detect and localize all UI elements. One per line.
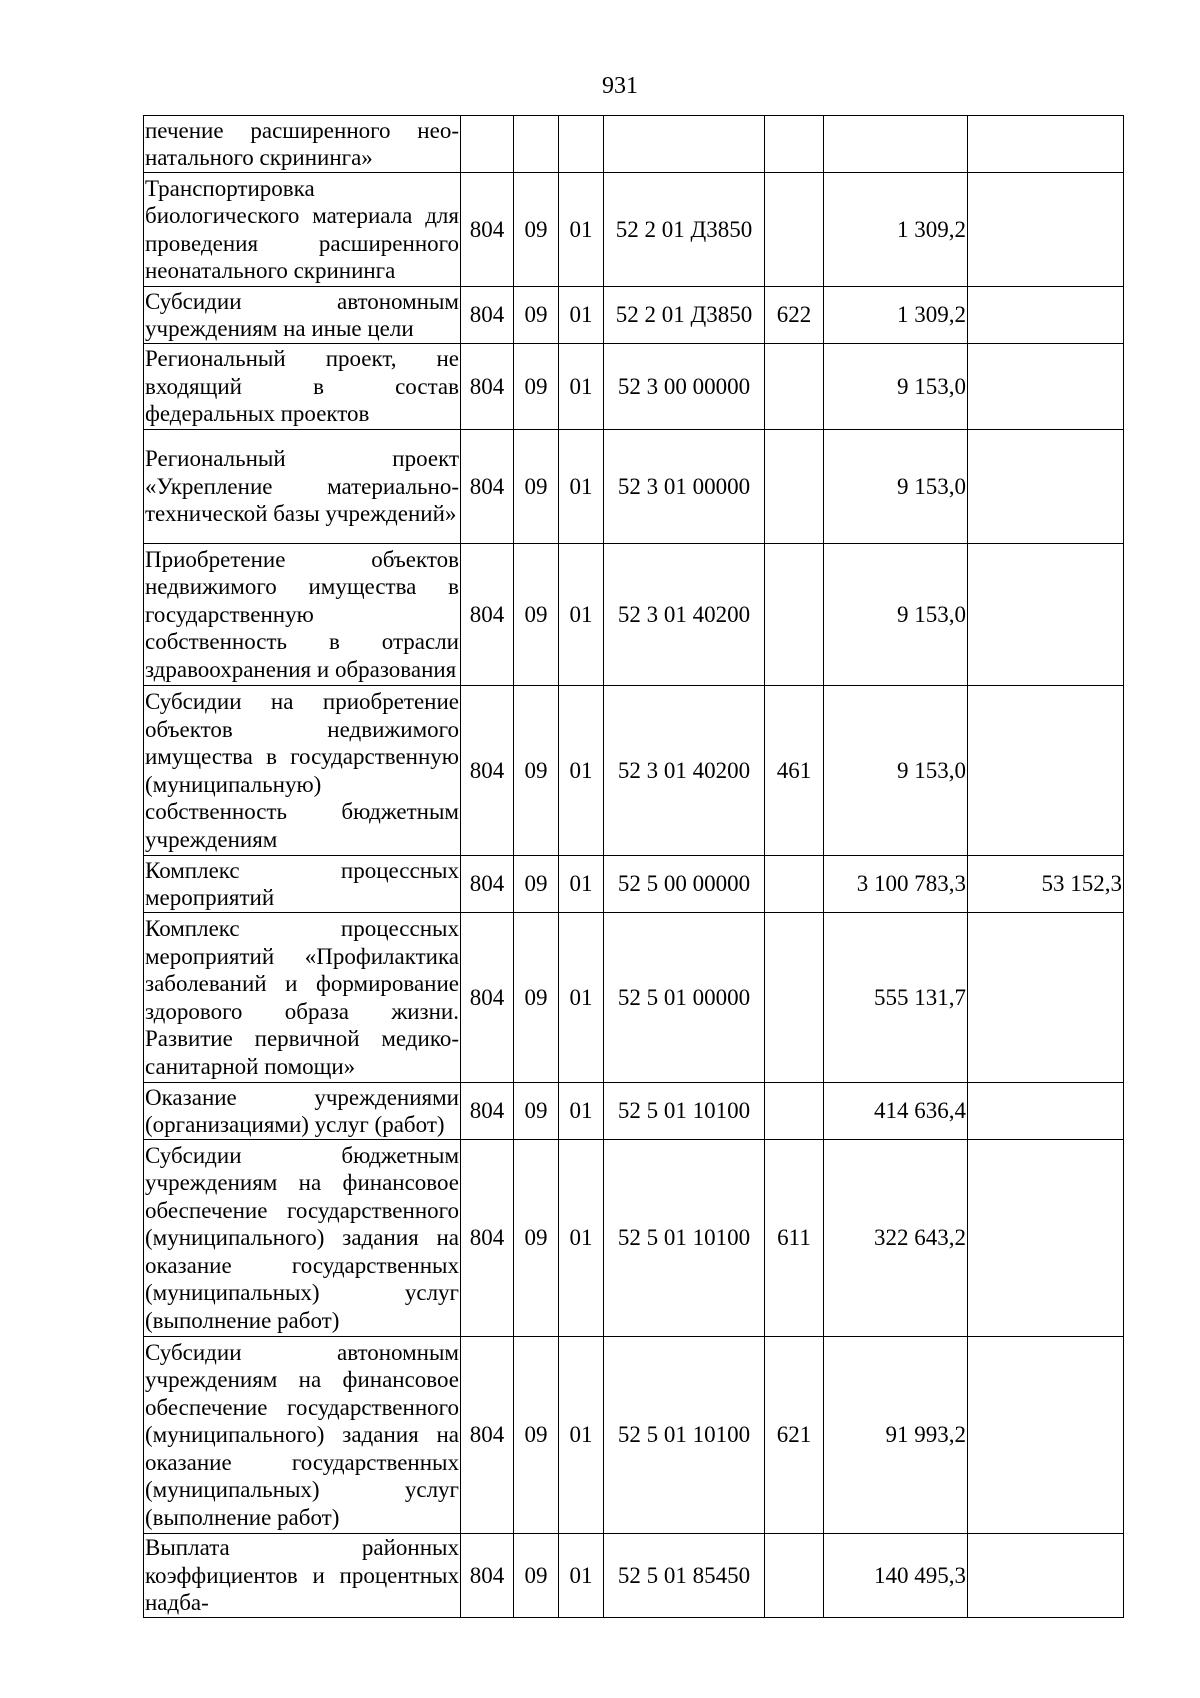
ministry-code-cell: 804 <box>461 430 514 544</box>
item-name-cell: Транспортировка биологического материала для проведения расширенного неонатального скрининга <box>144 173 461 287</box>
table-row <box>144 1337 1124 1534</box>
table-row <box>144 116 1124 173</box>
expense-type-code-cell <box>765 1083 824 1140</box>
ministry-code-cell: 804 <box>461 1534 514 1618</box>
section-code-cell: 09 <box>514 913 559 1083</box>
ministry-code-cell: 804 <box>461 173 514 287</box>
expense-type-code-cell <box>765 856 824 913</box>
amount-subvention-cell <box>968 544 1124 686</box>
target-article-code-cell: 52 2 01 Д3850 <box>604 287 765 344</box>
ministry-code-cell: 804 <box>461 686 514 856</box>
target-article-code-cell <box>604 116 765 173</box>
section-code-cell: 09 <box>514 1534 559 1618</box>
subsection-code-cell: 01 <box>559 1083 604 1140</box>
section-code-cell: 09 <box>514 1337 559 1534</box>
section-code-cell: 09 <box>514 287 559 344</box>
ministry-code-cell: 804 <box>461 1140 514 1337</box>
amount-cell: 140 495,3 <box>824 1534 968 1618</box>
item-name-cell: Субсидии бюджетным учреждениям на финансовое обеспечение государственного (муниципального) задания на оказание государственных (муниципальных) услуг (выполнение работ) <box>144 1140 461 1337</box>
subsection-code-cell <box>559 116 604 173</box>
ministry-code-cell: 804 <box>461 287 514 344</box>
amount-subvention-cell <box>968 1140 1124 1337</box>
table-row <box>144 913 1124 1083</box>
target-article-code-cell: 52 5 01 10100 <box>604 1337 765 1534</box>
item-name-cell: Субсидии на приобретение объектов недвижимого имущества в государственную (муниципальную) собственность бюджетным учреждениям <box>144 686 461 856</box>
expense-type-code-cell <box>765 116 824 173</box>
subsection-code-cell: 01 <box>559 1140 604 1337</box>
item-name-cell: печение расширенного нео-натального скрининга» <box>144 116 461 173</box>
amount-subvention-cell <box>968 913 1124 1083</box>
amount-cell: 9 153,0 <box>824 430 968 544</box>
table-row <box>144 686 1124 856</box>
table-row <box>144 1534 1124 1618</box>
amount-subvention-cell <box>968 686 1124 856</box>
target-article-code-cell: 52 5 01 10100 <box>604 1140 765 1337</box>
item-name-cell: Оказание учреждениями (организациями) услуг (работ) <box>144 1083 461 1140</box>
subsection-code-cell: 01 <box>559 344 604 430</box>
table-row <box>144 1140 1124 1337</box>
item-name-cell: Субсидии автономным учреждениям на финансовое обеспечение государственного (муниципального) задания на оказание государственных (муниципальных) услуг (выполнение работ) <box>144 1337 461 1534</box>
ministry-code-cell: 804 <box>461 1083 514 1140</box>
target-article-code-cell: 52 3 01 40200 <box>604 686 765 856</box>
ministry-code-cell: 804 <box>461 1337 514 1534</box>
target-article-code-cell: 52 5 01 00000 <box>604 913 765 1083</box>
subsection-code-cell: 01 <box>559 1337 604 1534</box>
amount-cell: 91 993,2 <box>824 1337 968 1534</box>
section-code-cell <box>514 116 559 173</box>
subsection-code-cell: 01 <box>559 430 604 544</box>
expense-type-code-cell: 611 <box>765 1140 824 1337</box>
amount-cell: 322 643,2 <box>824 1140 968 1337</box>
subsection-code-cell: 01 <box>559 856 604 913</box>
subsection-code-cell: 01 <box>559 913 604 1083</box>
ministry-code-cell: 804 <box>461 856 514 913</box>
table-row <box>144 1083 1124 1140</box>
section-code-cell: 09 <box>514 1140 559 1337</box>
amount-subvention-cell: 53 152,3 <box>968 856 1124 913</box>
section-code-cell: 09 <box>514 1083 559 1140</box>
item-name-cell: Субсидии автономным учреждениям на иные цели <box>144 287 461 344</box>
amount-cell: 555 131,7 <box>824 913 968 1083</box>
ministry-code-cell <box>461 116 514 173</box>
expense-type-code-cell <box>765 544 824 686</box>
item-name-cell: Выплата районных коэффициентов и процентных надба- <box>145 1535 459 1615</box>
amount-cell: 9 153,0 <box>824 344 968 430</box>
amount-subvention-cell <box>968 116 1124 173</box>
section-code-cell: 09 <box>514 430 559 544</box>
target-article-code-cell: 52 2 01 Д3850 <box>604 173 765 287</box>
target-article-code-cell: 52 5 01 10100 <box>604 1083 765 1140</box>
amount-cell: 1 309,2 <box>824 287 968 344</box>
page-number: 931 <box>602 73 638 99</box>
amount-cell <box>824 116 968 173</box>
table-row <box>144 344 1124 430</box>
table-row <box>144 287 1124 344</box>
target-article-code-cell: 52 5 01 85450 <box>604 1534 765 1618</box>
amount-subvention-cell <box>968 287 1124 344</box>
expense-type-code-cell <box>765 913 824 1083</box>
expense-type-code-cell <box>765 430 824 544</box>
item-name-cell: Приобретение объектов недвижимого имущества в государственную собственность в отрасли здравоохранения и образования <box>144 544 461 686</box>
item-name-cell: Региональный проект «Укрепление материально-технической базы учреждений» <box>144 430 461 544</box>
subsection-code-cell: 01 <box>559 1534 604 1618</box>
expense-type-code-cell <box>765 344 824 430</box>
item-name-cell: Комплекс процессных мероприятий <box>144 856 461 913</box>
amount-cell: 414 636,4 <box>824 1083 968 1140</box>
target-article-code-cell: 52 3 00 00000 <box>604 344 765 430</box>
amount-subvention-cell <box>968 1083 1124 1140</box>
amount-cell: 9 153,0 <box>824 686 968 856</box>
expense-type-code-cell <box>765 1534 824 1618</box>
amount-cell: 1 309,2 <box>824 173 968 287</box>
section-code-cell: 09 <box>514 544 559 686</box>
section-code-cell: 09 <box>514 686 559 856</box>
target-article-code-cell: 52 3 01 00000 <box>604 430 765 544</box>
amount-subvention-cell <box>968 173 1124 287</box>
amount-subvention-cell <box>968 430 1124 544</box>
table-row <box>144 430 1124 544</box>
amount-subvention-cell <box>968 1337 1124 1534</box>
expense-type-code-cell: 621 <box>765 1337 824 1534</box>
item-name-cell: Комплекс процессных мероприятий «Профилактика заболеваний и формирование здорового образа жизни. Развитие первичной медико-санитарной помощи» <box>144 913 461 1083</box>
section-code-cell: 09 <box>514 173 559 287</box>
subsection-code-cell: 01 <box>559 173 604 287</box>
table-row <box>144 856 1124 913</box>
expense-type-code-cell: 622 <box>765 287 824 344</box>
subsection-code-cell: 01 <box>559 686 604 856</box>
amount-cell: 9 153,0 <box>824 544 968 686</box>
table-row <box>144 544 1124 686</box>
target-article-code-cell: 52 3 01 40200 <box>604 544 765 686</box>
target-article-code-cell: 52 5 00 00000 <box>604 856 765 913</box>
subsection-code-cell: 01 <box>559 544 604 686</box>
ministry-code-cell: 804 <box>461 913 514 1083</box>
ministry-code-cell: 804 <box>461 344 514 430</box>
amount-subvention-cell <box>968 1534 1124 1618</box>
expense-type-code-cell <box>765 173 824 287</box>
item-name-cell: Региональный проект, не входящий в состав федеральных проектов <box>144 344 461 430</box>
section-code-cell: 09 <box>514 856 559 913</box>
table-row <box>144 173 1124 287</box>
section-code-cell: 09 <box>514 344 559 430</box>
budget-table <box>143 115 1124 1618</box>
subsection-code-cell: 01 <box>559 287 604 344</box>
expense-type-code-cell: 461 <box>765 686 824 856</box>
ministry-code-cell: 804 <box>461 544 514 686</box>
amount-cell: 3 100 783,3 <box>824 856 968 913</box>
amount-subvention-cell <box>968 344 1124 430</box>
